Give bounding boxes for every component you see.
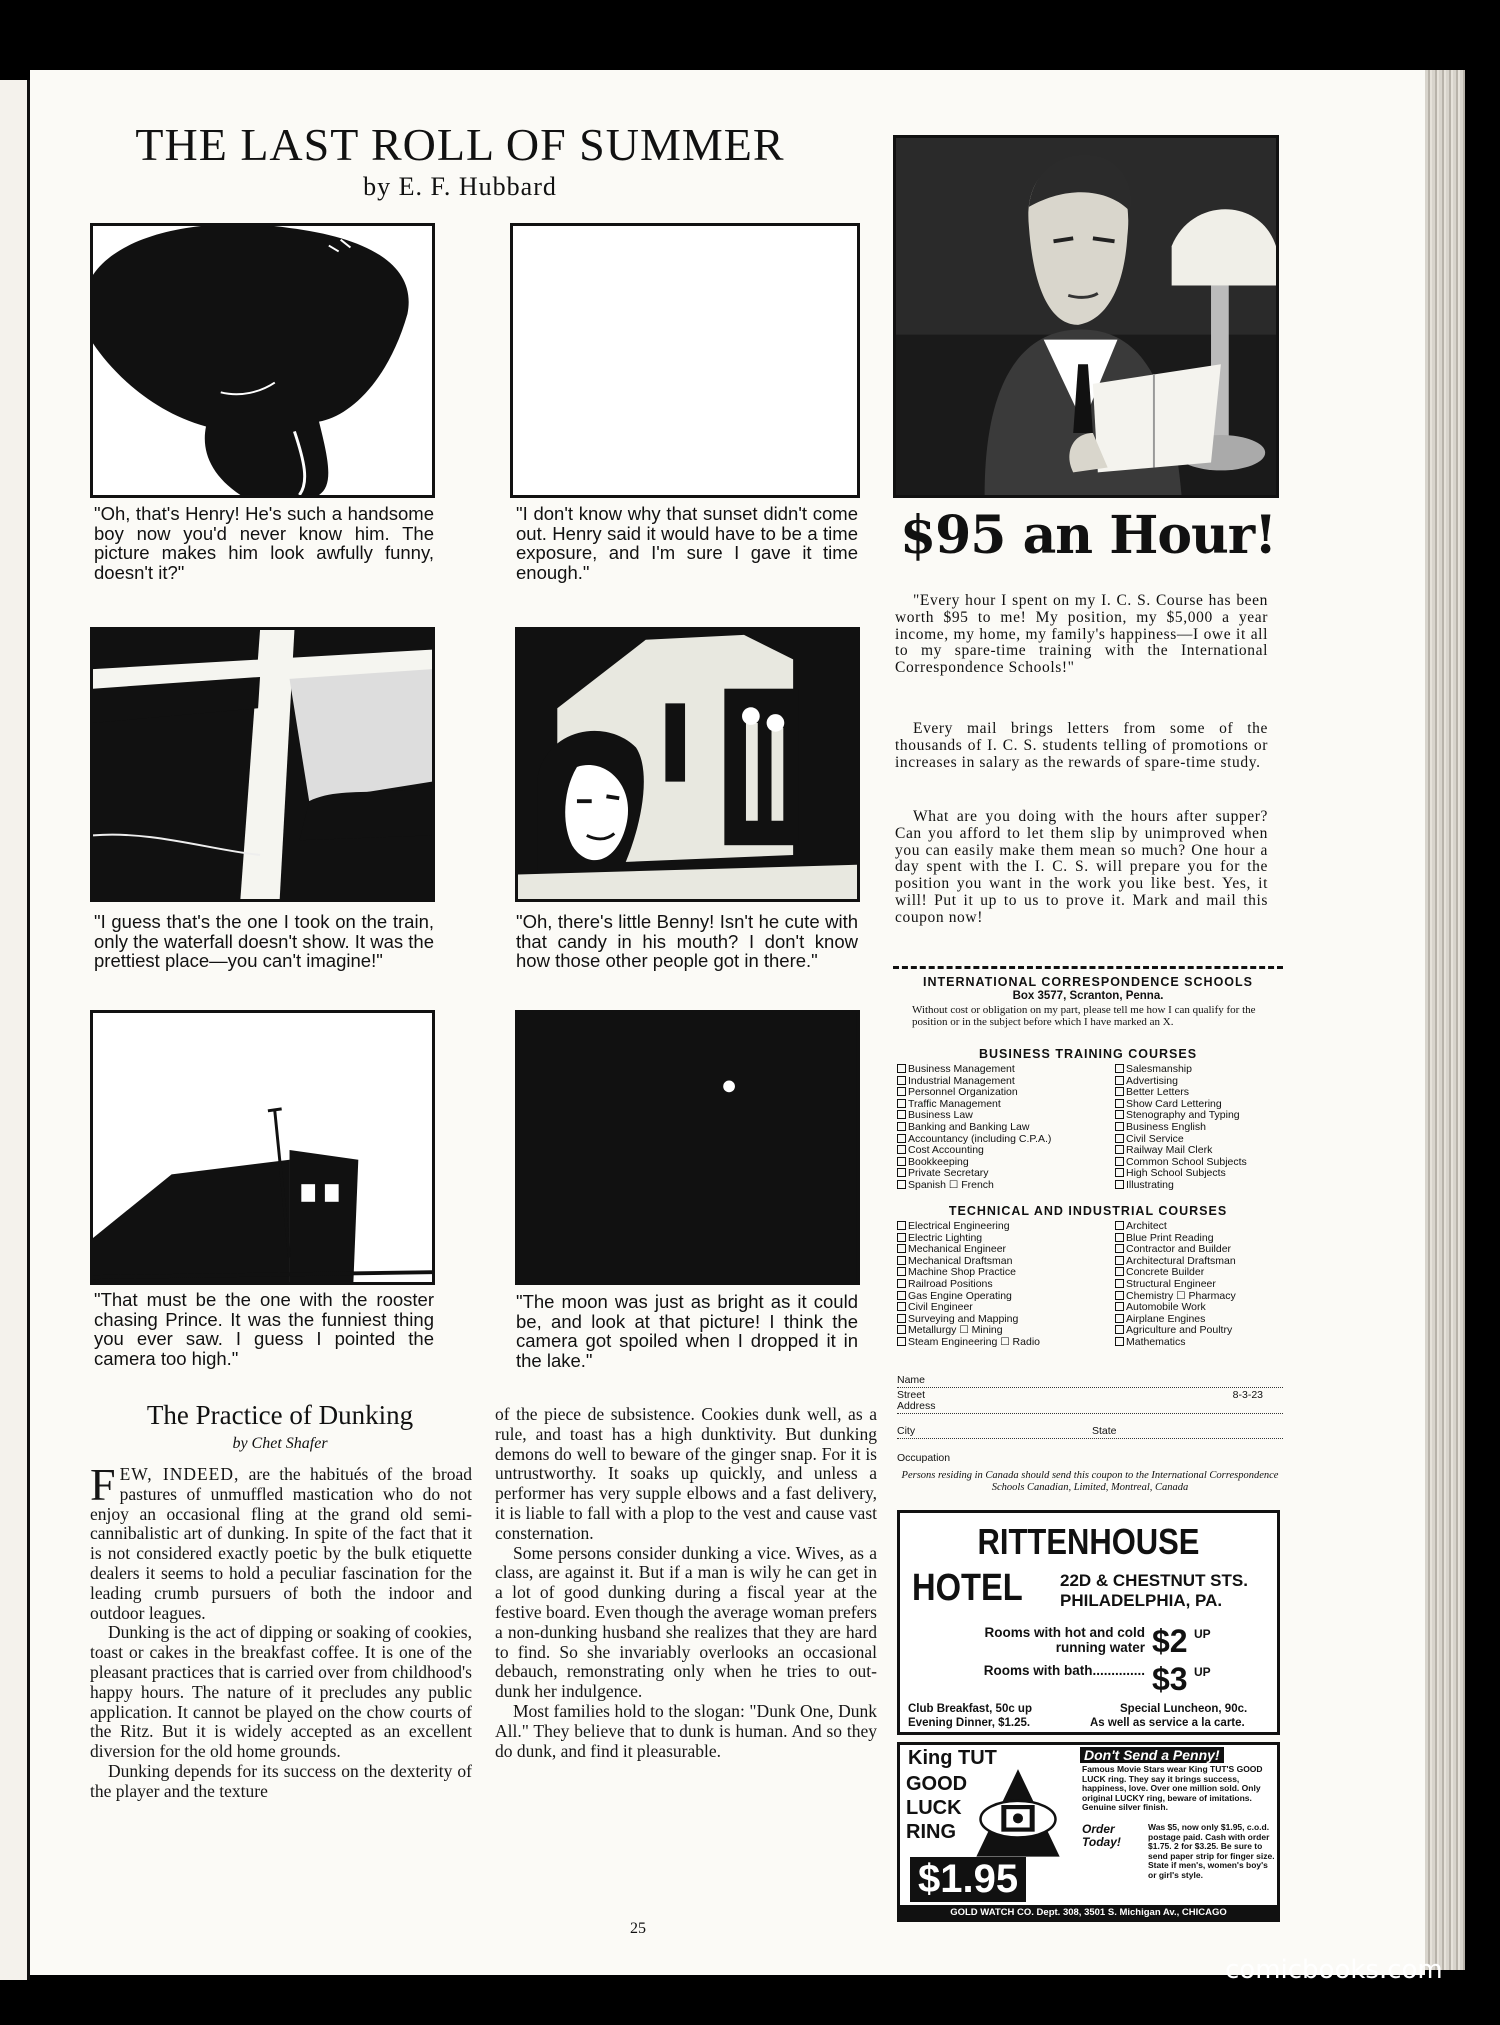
caption-moon: "The moon was just as bright as it could be, and look at that picture! I think the camera got spoiled when I dropped it in the lake." xyxy=(516,1291,858,1371)
a-la-carte: As well as service a la carte. xyxy=(1090,1717,1245,1729)
state-label: State xyxy=(1092,1425,1117,1437)
caption-sunset: "I don't know why that sunset didn't come out. Henry said it would have to be a time exposure, and I'm sure I gave it time enough." xyxy=(516,503,858,583)
caption-henry: "Oh, that's Henry! He's such a handsome boy now you'd never know him. The picture makes him look awfully funny, doesn't it?" xyxy=(94,503,434,583)
ics-school-name: INTERNATIONAL CORRESPONDENCE SCHOOLS xyxy=(922,975,1253,989)
club-breakfast: Club Breakfast, 50c up xyxy=(908,1703,1032,1715)
tut-body: Famous Movie Stars wear King TUT'S GOOD LUCK ring. They say it brings success, happiness, love. Over one million sold. Only original LUCKY ring, beware of imitations. Genuine silver finish. xyxy=(1082,1764,1263,1812)
course-checkbox[interactable]: Gas Engine Operating xyxy=(897,1291,1112,1303)
course-checkbox[interactable]: Business Management xyxy=(897,1064,1112,1076)
article-byline: by E. F. Hubbard xyxy=(363,172,557,201)
course-checkbox[interactable]: Civil Engineer xyxy=(897,1302,1112,1314)
tut-footer: GOLD WATCH CO. Dept. 308, 3501 S. Michigan Av., CHICAGO xyxy=(900,1905,1277,1920)
course-checkbox[interactable]: Architect xyxy=(1115,1221,1285,1233)
left-page-strip xyxy=(0,80,30,1980)
page-number: 25 xyxy=(630,1920,646,1937)
rate-1-up: UP xyxy=(1194,1627,1211,1641)
course-checkbox[interactable]: Civil Service xyxy=(1115,1134,1285,1146)
course-checkbox[interactable]: Agriculture and Poultry xyxy=(1115,1325,1285,1337)
field-label: Street xyxy=(897,1389,926,1401)
hotel-street: 22D & CHESTNUT STS. xyxy=(1060,1571,1248,1590)
course-checkbox[interactable]: Mechanical Engineer xyxy=(897,1244,1112,1256)
course-checkbox[interactable]: Contractor and Builder xyxy=(1115,1244,1285,1256)
field-label: Name xyxy=(897,1374,926,1386)
good-text: GOOD xyxy=(906,1773,968,1795)
course-checkbox[interactable]: Chemistry ☐ Pharmacy xyxy=(1115,1291,1285,1303)
luck-text: LUCK xyxy=(906,1797,962,1819)
drop-cap: F xyxy=(90,1459,116,1510)
dunking-byline: by Chet Shafer xyxy=(232,1435,328,1452)
dunking-paragraph-3: Dunking depends for its success on the dexterity of the player and the texture xyxy=(90,1760,472,1801)
technical-courses-left xyxy=(897,1221,1112,1349)
photo-panel-henry xyxy=(90,223,435,498)
course-checkbox[interactable]: Accountancy (including C.P.A.) xyxy=(897,1134,1112,1146)
course-checkbox[interactable]: Business Law xyxy=(897,1110,1112,1122)
course-checkbox[interactable]: Blue Print Reading xyxy=(1115,1233,1285,1245)
hotel-word: HOTEL xyxy=(912,1567,1023,1609)
course-checkbox[interactable]: Mathematics xyxy=(1115,1337,1285,1349)
rate-1-price: $2 xyxy=(1152,1623,1188,1659)
coupon-name-field[interactable] xyxy=(897,1374,1283,1388)
dunking-paragraph-1 xyxy=(90,1459,472,1623)
photo-panel-sunset xyxy=(510,223,860,498)
field-label: Occupation xyxy=(897,1452,951,1464)
course-checkbox[interactable]: Mechanical Draftsman xyxy=(897,1256,1112,1268)
coupon-code: 8-3-23 xyxy=(1232,1389,1263,1401)
coupon-cut-line xyxy=(893,966,1283,969)
paragraph-text: are the habitués of the broad pastures of unmuffled mastication who do not enjoy an occasional fling at the grand old semi-cannibalistic art of dunking. In spite of the fact that it is not considered exactly poetic by the bulk etiquette dealers it seems to hold a peculiar fascination for the leading crumb pursuers of both the indoor and outdoor leagues. xyxy=(90,1464,472,1623)
special-luncheon: Special Luncheon, 90c. xyxy=(1120,1703,1248,1715)
tut-headline: Don't Send a Penny! xyxy=(1080,1747,1224,1763)
business-courses-left xyxy=(897,1064,1112,1192)
dunking-title: The Practice of Dunking xyxy=(146,1400,414,1430)
course-checkbox[interactable]: Personnel Organization xyxy=(897,1087,1112,1099)
course-checkbox[interactable]: Show Card Lettering xyxy=(1115,1099,1285,1111)
dunking-paragraph-6: Most families hold to the slogan: "Dunk One, Dunk All." They believe that to dunk is human. And so they do dunk, and find it pleasurable. xyxy=(495,1700,877,1761)
course-checkbox[interactable]: Salesmanship xyxy=(1115,1064,1285,1076)
course-checkbox[interactable]: Railway Mail Clerk xyxy=(1115,1145,1285,1157)
course-checkbox[interactable]: Traffic Management xyxy=(897,1099,1112,1111)
ics-reading-man-illustration xyxy=(893,135,1279,498)
course-checkbox[interactable]: Concrete Builder xyxy=(1115,1267,1285,1279)
page-edges xyxy=(1425,70,1465,1970)
rate-2-price: $3 xyxy=(1152,1661,1188,1697)
photo-panel-rooster xyxy=(90,1010,435,1285)
course-checkbox[interactable]: Steam Engineering ☐ Radio xyxy=(897,1337,1112,1349)
course-checkbox[interactable]: Electric Lighting xyxy=(897,1233,1112,1245)
course-checkbox[interactable]: Electrical Engineering xyxy=(897,1221,1112,1233)
dunking-paragraph-2: Dunking is the act of dipping or soaking of cookies, toast or cakes in the breakfast coffee. It is one of the pleasant practices that is carried over from childhood's happy hours. The nature of it precludes any public application. It cannot be played on the chow courts of the Ritz. But it is widely accepted as an excellent diversion for the old home grounds. xyxy=(90,1622,472,1762)
coupon-city-field[interactable] xyxy=(897,1425,1283,1439)
article-title: THE LAST ROLL OF SUMMER xyxy=(135,119,785,170)
ics-headline: $95 an Hour! xyxy=(899,505,1277,566)
tut-price: $1.95 xyxy=(910,1857,1026,1902)
coupon-occupation-field[interactable] xyxy=(897,1452,1283,1466)
course-checkbox[interactable]: Common School Subjects xyxy=(1115,1157,1285,1169)
evening-dinner: Evening Dinner, $1.25. xyxy=(908,1717,1031,1729)
course-checkbox[interactable]: Stenography and Typing xyxy=(1115,1110,1285,1122)
technical-courses-heading: TECHNICAL AND INDUSTRIAL COURSES xyxy=(948,1204,1228,1218)
course-checkbox[interactable]: Structural Engineer xyxy=(1115,1279,1285,1291)
photo-panel-moon xyxy=(515,1010,860,1285)
rate-2-up: UP xyxy=(1194,1665,1211,1679)
course-checkbox[interactable]: Architectural Draftsman xyxy=(1115,1256,1285,1268)
canada-note: Persons residing in Canada should send this coupon to the International Correspondence Schools Canadian, Limited, Montreal, Canada xyxy=(901,1470,1279,1493)
course-checkbox[interactable]: Railroad Positions xyxy=(897,1279,1112,1291)
course-checkbox[interactable]: Cost Accounting xyxy=(897,1145,1112,1157)
dunking-column-2 xyxy=(495,1405,877,1761)
course-checkbox[interactable]: Automobile Work xyxy=(1115,1302,1285,1314)
ics-paragraph-letters: Every mail brings letters from some of the thousands of I. C. S. students telling of promotions or increases in salary as the rewards of spare-time study. xyxy=(895,720,1268,771)
course-checkbox[interactable]: Banking and Banking Law xyxy=(897,1122,1112,1134)
course-checkbox[interactable]: Better Letters xyxy=(1115,1087,1285,1099)
order-today: Order Today! xyxy=(1082,1822,1121,1849)
field-label: City xyxy=(897,1425,916,1437)
ring-text: RING xyxy=(906,1821,956,1843)
course-checkbox[interactable]: Advertising xyxy=(1115,1076,1285,1088)
course-checkbox[interactable]: Spanish ☐ French xyxy=(897,1180,1112,1192)
ics-testimonial: "Every hour I spent on my I. C. S. Course has been worth $95 to me! My position, my $5,000 a year income, my home, my family's happiness—I owe it all to my spare-time training with the International Correspondence Schools!" xyxy=(895,592,1268,677)
ics-address: Box 3577, Scranton, Penna. xyxy=(1012,990,1164,1002)
course-checkbox[interactable]: Business English xyxy=(1115,1122,1285,1134)
course-checkbox[interactable]: Bookkeeping xyxy=(897,1157,1112,1169)
lead-in-caps: EW, INDEED, xyxy=(119,1464,240,1484)
business-courses-heading: BUSINESS TRAINING COURSES xyxy=(978,1047,1198,1061)
ics-paragraph-pitch: What are you doing with the hours after supper? Can you afford to let them slip by unimproved when you can easily make them mean so much? One hour a day spent with the I. C. S. will prepare you for the position you want in the work you like best. Yes, it will! Put it up to us to prove it. Mark and mail this coupon now! xyxy=(895,808,1268,926)
watermark: comicbooks.com xyxy=(1225,1955,1443,1985)
photo-panel-train xyxy=(90,627,435,902)
hotel-city: PHILADELPHIA, PA. xyxy=(1060,1591,1223,1610)
course-checkbox[interactable]: High School Subjects xyxy=(1115,1168,1285,1180)
rate-2-label: Rooms with bath.............. xyxy=(983,1663,1145,1678)
dunking-column-1 xyxy=(90,1459,472,1802)
course-checkbox[interactable]: Private Secretary xyxy=(897,1168,1112,1180)
course-checkbox[interactable]: Metallurgy ☐ Mining xyxy=(897,1325,1112,1337)
technical-courses-right xyxy=(1115,1221,1285,1349)
coupon-address-field[interactable] xyxy=(897,1400,1283,1414)
coupon-instructions: Without cost or obligation on my part, please tell me how I can qualify for the position or in the subject before which I have marked an X. xyxy=(912,1004,1256,1028)
caption-benny: "Oh, there's little Benny! Isn't he cute with that candy in his mouth? I don't know how those other people got in there." xyxy=(516,911,858,971)
course-checkbox[interactable]: Machine Shop Practice xyxy=(897,1267,1112,1279)
rittenhouse-hotel-ad xyxy=(897,1510,1280,1735)
hotel-name: RITTENHOUSE xyxy=(977,1521,1200,1562)
caption-train: "I guess that's the one I took on the train, only the waterfall doesn't show. It was the prettiest place—you can't imagine!" xyxy=(94,911,434,971)
course-checkbox[interactable]: Industrial Management xyxy=(897,1076,1112,1088)
photo-panel-benny xyxy=(515,627,860,902)
field-label: Address xyxy=(897,1400,936,1412)
king-tut-brand: King TUT xyxy=(908,1747,997,1769)
dunking-paragraph-5: Some persons consider dunking a vice. Wives, as a class, are against it. But if a man is wily he can get in a lot of good dunking during a fiscal year at the festive board. Even though the average woman prefers a non-dunking husband she realizes that they are hard to find. So she invariably overlooks an occasional debauch, remonstrating only when he tries to out-dunk her indulgence. xyxy=(495,1542,877,1702)
order-text: Was $5, now only $1.95, c.o.d. postage paid. Cash with order $1.75. 2 for $3.25. Be sure to send paper strip for finger size. State if men's, women's boy's or girl's style. xyxy=(1148,1822,1275,1880)
dunking-paragraph-4: of the piece de subsistence. Cookies dunk well, as a rule, and toast has a high dunktivity. But dunking demons do well to beware of the ginger snap. For it is untrustworthy. It soaks up quickly, and unless a performer has very supple elbows and a fast delivery, it is liable to fall with a plop to the vest and cause vast consternation. xyxy=(495,1404,877,1543)
business-courses-right xyxy=(1115,1064,1285,1192)
rate-1-label: Rooms with hot and cold running water xyxy=(984,1625,1145,1655)
course-checkbox[interactable]: Surveying and Mapping xyxy=(897,1314,1112,1326)
king-tut-ring-ad xyxy=(897,1742,1280,1922)
ring-illustration xyxy=(958,1765,1078,1865)
caption-rooster: "That must be the one with the rooster chasing Prince. It was the funniest thing you ever saw. I guess I pointed the camera too high." xyxy=(94,1289,434,1369)
course-checkbox[interactable]: Airplane Engines xyxy=(1115,1314,1285,1326)
course-checkbox[interactable]: Illustrating xyxy=(1115,1180,1285,1192)
